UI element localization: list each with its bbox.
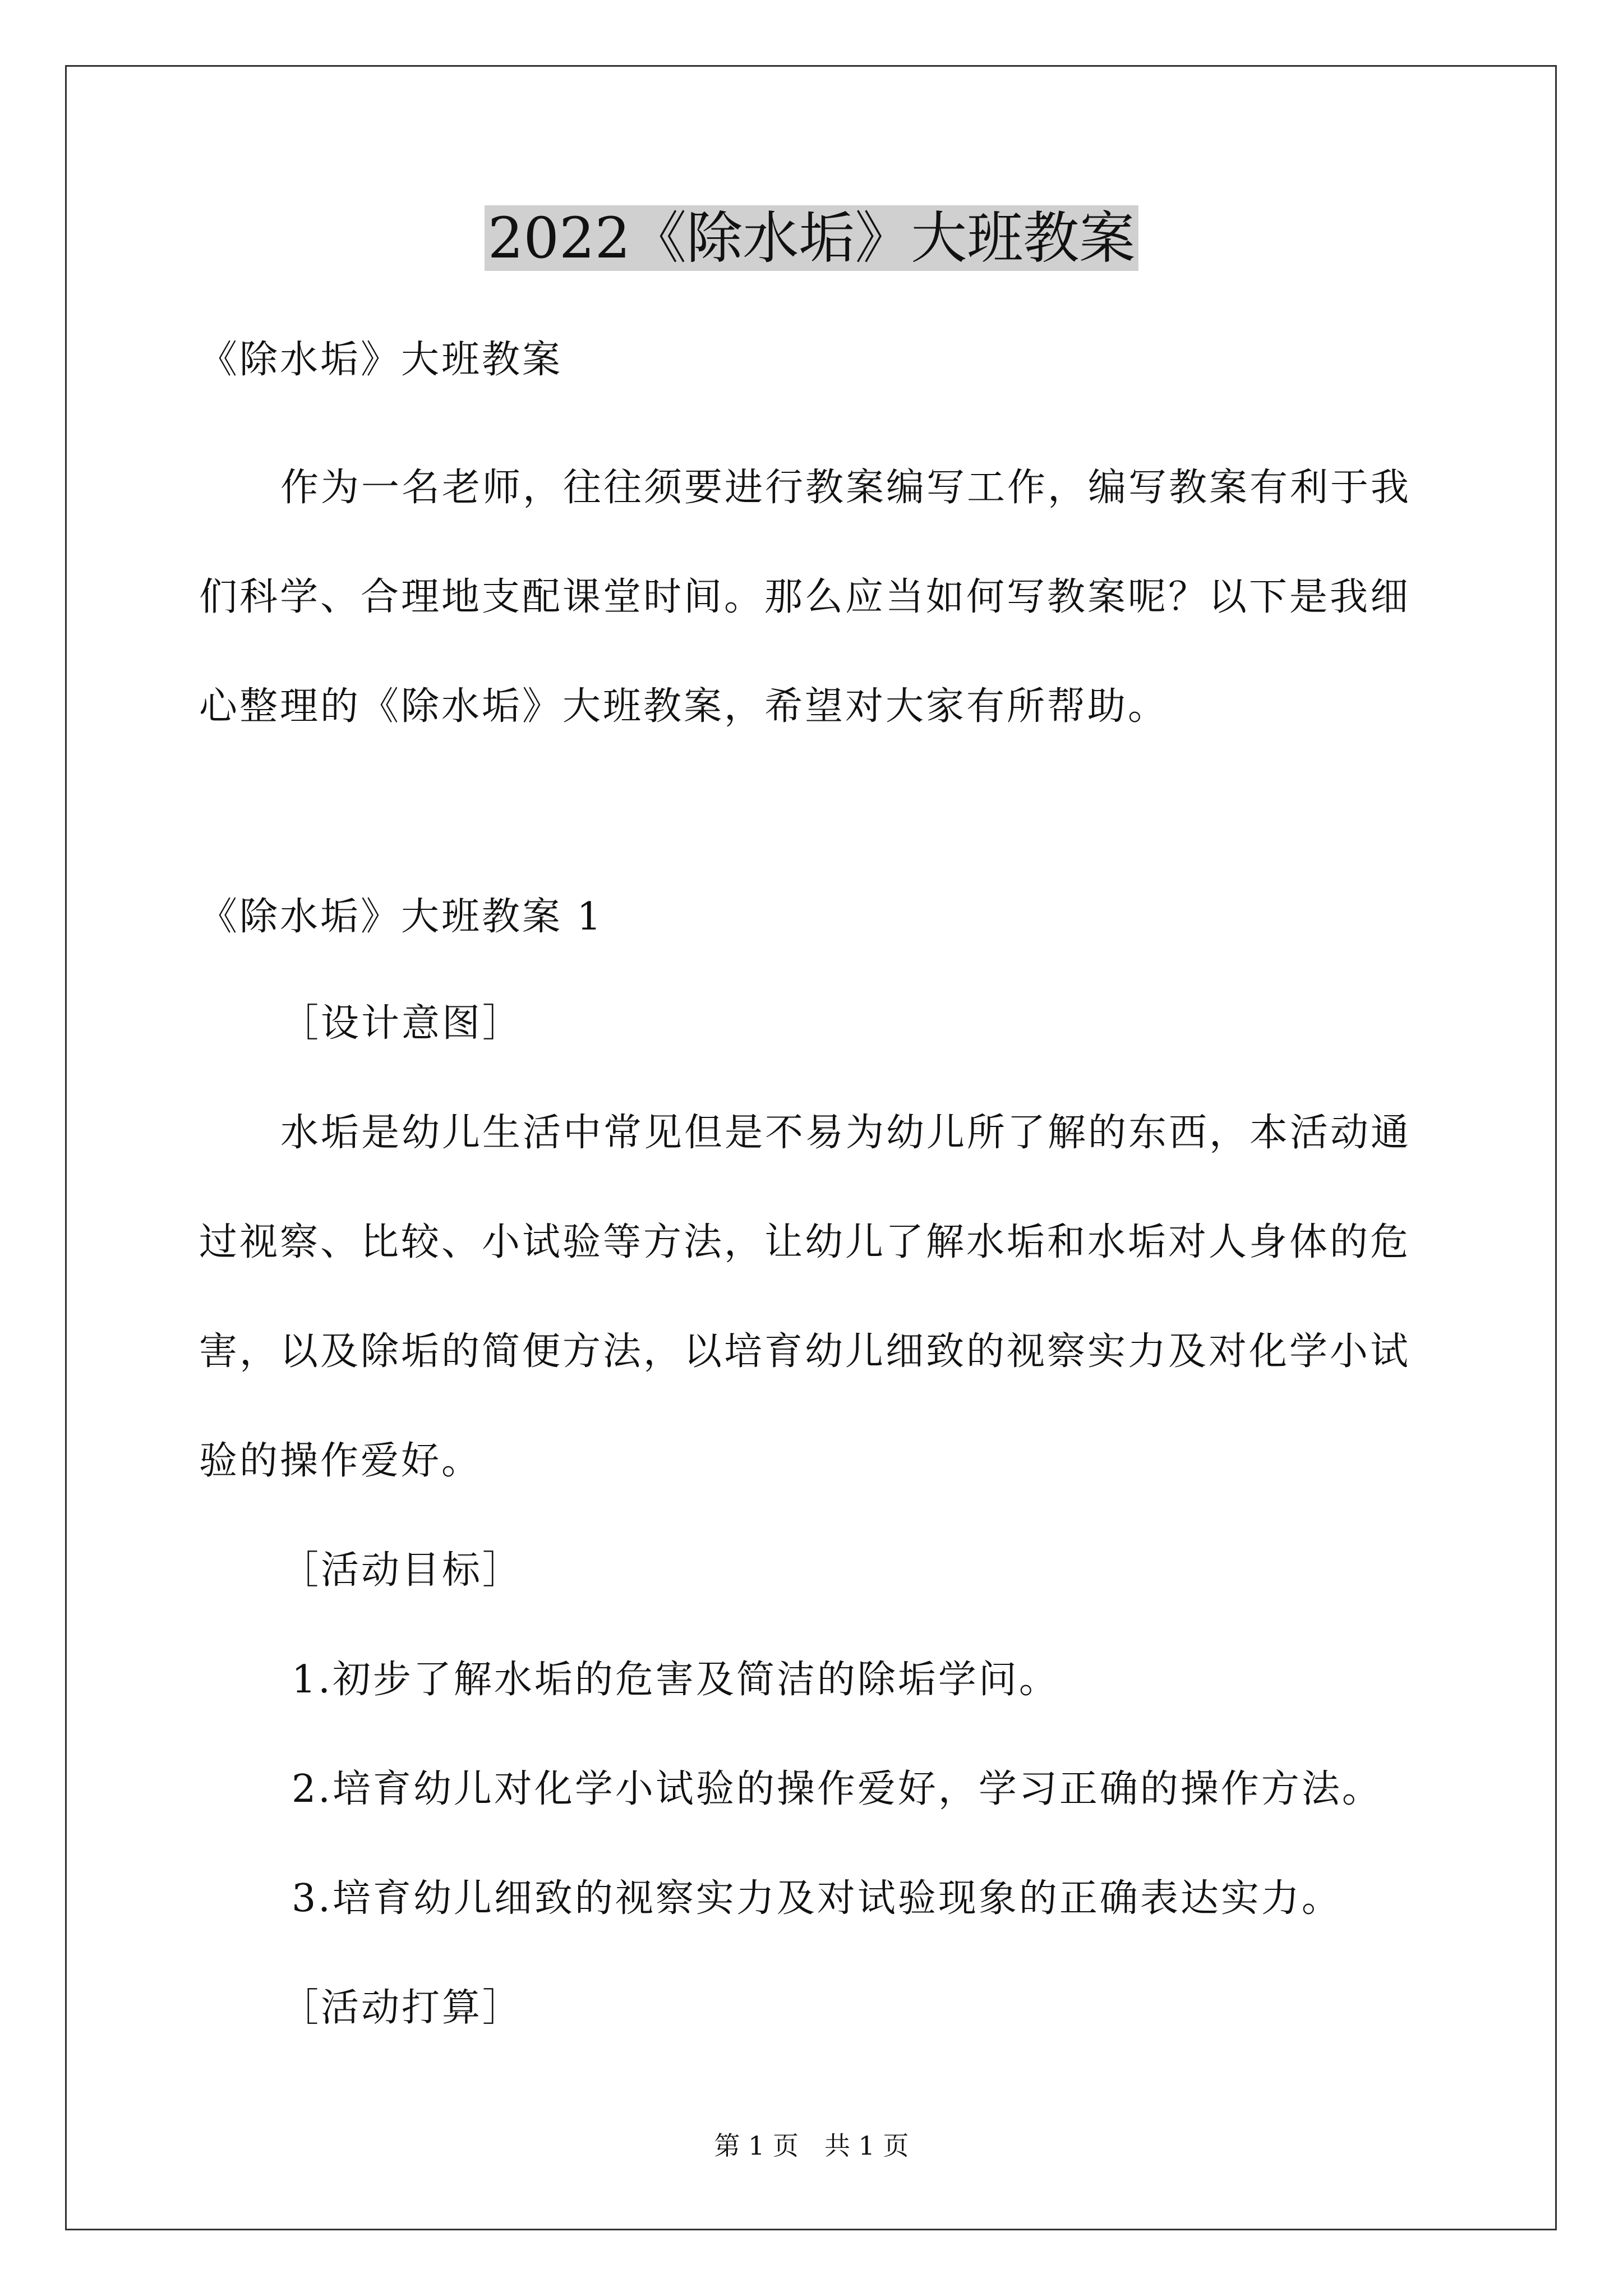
design-intent-heading: ［设计意图］ bbox=[280, 1001, 523, 1046]
intro-line-1: 作为一名老师，往往须要进行教案编写工作，编写教案有利于我 bbox=[280, 466, 1412, 510]
design-intent-line-1: 水垢是幼儿生活中常见但是不易为幼儿所了解的东西，本活动通 bbox=[280, 1111, 1412, 1155]
activity-prep-heading: ［活动打算］ bbox=[280, 1986, 523, 2030]
document-title bbox=[0, 202, 1623, 275]
design-intent-line-4: 验的操作爱好。 bbox=[199, 1439, 482, 1483]
design-intent-line-2: 过视察、比较、小试验等方法，让幼儿了解水垢和水垢对人身体的危 bbox=[199, 1220, 1411, 1264]
goal-item-3: 3.培育幼儿细致的视察实力及对试验现象的正确表达实力。 bbox=[292, 1876, 1342, 1921]
goal-item-1: 1.初步了解水垢的危害及简洁的除垢学问。 bbox=[292, 1658, 1059, 1702]
intro-line-3: 心整理的《除水垢》大班教案，希望对大家有所帮助。 bbox=[199, 684, 1169, 729]
section-heading-1: 《除水垢》大班教案 1 bbox=[199, 895, 603, 939]
goal-item-2: 2.培育幼儿对化学小试验的操作爱好，学习正确的操作方法。 bbox=[292, 1767, 1382, 1811]
page-footer: 第 1 页 共 1 页 bbox=[714, 2131, 909, 2161]
document-title-text: 2022《除水垢》大班教案 bbox=[485, 205, 1139, 271]
intro-line-2: 们科学、合理地支配课堂时间。那么应当如何写教案呢？以下是我细 bbox=[199, 575, 1411, 619]
activity-goals-heading: ［活动目标］ bbox=[280, 1548, 523, 1593]
subtitle: 《除水垢》大班教案 bbox=[199, 338, 563, 382]
design-intent-line-3: 害，以及除垢的简便方法，以培育幼儿细致的视察实力及对化学小试 bbox=[199, 1329, 1411, 1374]
